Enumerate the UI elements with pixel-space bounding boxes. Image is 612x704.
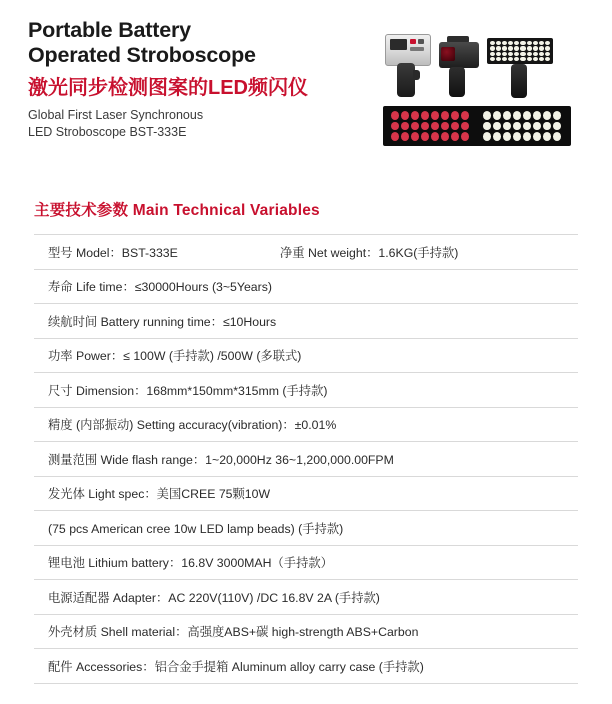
table-row xyxy=(34,649,578,684)
table-row xyxy=(34,408,578,443)
spec-label: 寿命 Life time：≤30000Hours (3~5Years) xyxy=(48,280,272,295)
spec-label: 精度 (内部振动) Setting accuracy(vibration)：±0.01% xyxy=(48,418,337,433)
spec-label: 电源适配器 Adapter：AC 220V(110V) /DC 16.8V 2A (手持款) xyxy=(48,590,380,605)
table-row xyxy=(34,511,578,546)
spec-label: 外壳材质 Shell material：高强度ABS+碳 high-strength ABS+Carbon xyxy=(48,625,419,640)
page-title-chinese: 激光同步检测图案的LED频闪仪 xyxy=(28,77,308,99)
spec-label: 型号 Model：BST-333E xyxy=(48,245,178,260)
table-row xyxy=(34,442,578,477)
table-row xyxy=(34,615,578,650)
handheld-gray-button xyxy=(418,39,424,44)
spec-label: 发光体 Light spec：美国CREE 75颗10W xyxy=(48,487,271,502)
spec-label: (75 pcs American cree 10w LED lamp beads) (手持款) xyxy=(48,521,344,536)
multi-unit-led-panel xyxy=(383,106,571,146)
table-row xyxy=(34,270,578,305)
page-header xyxy=(0,0,612,150)
page-subtitle-line1: Global First Laser Synchronous xyxy=(28,108,204,122)
product-photo xyxy=(383,22,588,152)
table-row xyxy=(34,304,578,339)
page-title-english xyxy=(28,18,358,68)
page-subtitle xyxy=(28,107,358,141)
specifications-table xyxy=(34,234,578,684)
spec-label: 配件 Accessories：铝合金手提箱 Aluminum alloy carry case (手持款) xyxy=(48,659,424,674)
spec-label: 续航时间 Battery running time：≤10Hours xyxy=(48,314,277,329)
handheld-red-button xyxy=(410,39,416,44)
table-row xyxy=(34,339,578,374)
table-row xyxy=(34,373,578,408)
spec-label: 锂电池 Lithium battery：16.8V 3000MAH（手持款） xyxy=(48,556,333,571)
page-title-english-line2: Operated Stroboscope xyxy=(28,43,256,67)
handheld-grip xyxy=(397,63,415,97)
handheld-display-screen xyxy=(390,39,407,50)
led-panel-grip xyxy=(511,64,527,98)
table-row xyxy=(34,477,578,512)
led-panel-head xyxy=(487,38,553,64)
table-row xyxy=(34,235,578,270)
laser-unit-grip xyxy=(449,67,465,97)
spec-label: 尺寸 Dimension：168mm*150mm*315mm (手持款) xyxy=(48,383,328,398)
page-subtitle-line2: LED Stroboscope BST-333E xyxy=(28,125,187,139)
table-row xyxy=(34,546,578,581)
led-array xyxy=(487,38,553,64)
handheld-bar-button xyxy=(410,47,424,51)
handheld-trigger xyxy=(413,70,420,80)
led-array-white xyxy=(483,111,561,141)
spec-label-secondary: 净重 Net weight：1.6KG(手持款) xyxy=(280,245,459,260)
led-array-red xyxy=(391,111,469,141)
section-heading: 主要技术参数 Main Technical Variables xyxy=(34,202,320,219)
page-title-english-line1: Portable Battery xyxy=(28,18,191,42)
table-row xyxy=(34,580,578,615)
spec-label: 功率 Power：≤ 100W (手持款) /500W (多联式) xyxy=(48,349,302,364)
laser-lens xyxy=(441,47,455,61)
spec-label: 测量范围 Wide flash range：1~20,000Hz 36~1,200,000.00FPM xyxy=(48,452,394,467)
